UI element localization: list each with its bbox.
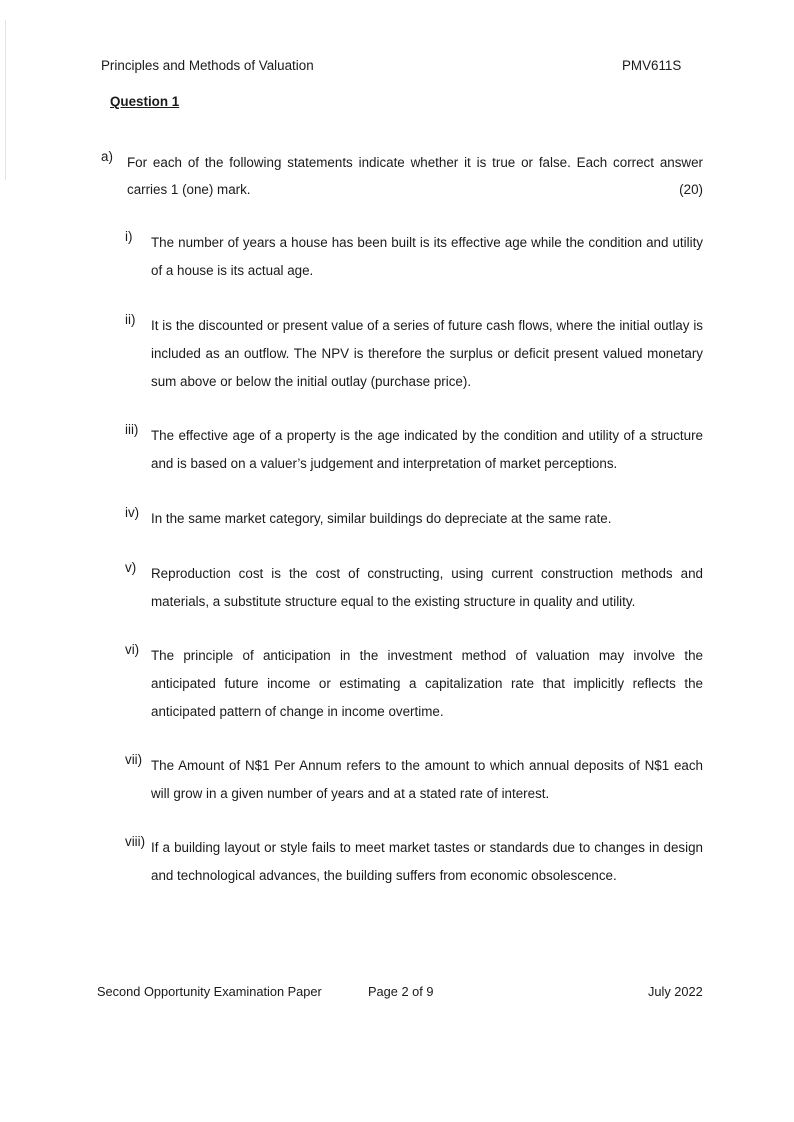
statement-number: vii) [125, 752, 143, 767]
question-title: Question 1 [110, 94, 180, 109]
statement-number: iii) [125, 422, 139, 437]
part-marks: (20) [679, 182, 703, 197]
statement-item [125, 642, 703, 726]
statement-number: vi) [125, 642, 140, 657]
statement-number: iv) [125, 505, 140, 520]
statement-item [125, 312, 703, 396]
part-instruction-text: For each of the following statements indicate whether it is true or false. Each correct answer carries 1 (one) mark. [127, 155, 703, 197]
statement-text: The principle of anticipation in the investment method of valuation may involve the anticipated future income or estimating a capitalization rate that implicitly reflects the anticipated pattern of change in income overtime. [151, 648, 703, 719]
statement-number: v) [125, 560, 137, 575]
statement-text: The effective age of a property is the age indicated by the condition and utility of a structure and is based on a valuer’s judgement and interpretation of market perceptions. [151, 428, 703, 471]
course-code: PMV611S [622, 58, 682, 73]
footer-date: July 2022 [648, 984, 703, 999]
statement-number: viii) [125, 834, 146, 849]
statement-item [125, 422, 703, 478]
statement-item [125, 560, 703, 616]
statement-text: Reproduction cost is the cost of constructing, using current construction methods and materials, a substitute structure equal to the existing structure in quality and utility. [151, 566, 703, 609]
statement-number: i) [125, 229, 133, 244]
part-label: a) [101, 149, 113, 164]
statement-item [125, 834, 703, 890]
statement-item [125, 752, 703, 808]
statement-text: If a building layout or style fails to meet market tastes or standards due to changes in design and technological advances, the building suffers from economic obsolescence. [151, 840, 703, 883]
statement-text: In the same market category, similar buildings do depreciate at the same rate. [151, 511, 612, 526]
statement-text: It is the discounted or present value of a series of future cash flows, where the initial outlay is included as an outflow. The NPV is therefore the surplus or deficit present valued monetary sum above or below the initial outlay (purchase price). [151, 318, 703, 389]
scan-edge-line [5, 20, 6, 180]
footer-page-number: Page 2 of 9 [368, 984, 434, 999]
statement-text: The number of years a house has been built is its effective age while the condition and utility of a house is its actual age. [151, 235, 703, 278]
course-title: Principles and Methods of Valuation [101, 58, 314, 73]
statement-item [125, 229, 703, 285]
statement-item [125, 505, 703, 533]
statement-number: ii) [125, 312, 136, 327]
part-instruction [127, 149, 703, 203]
statement-text: The Amount of N$1 Per Annum refers to the amount to which annual deposits of N$1 each will grow in a given number of years and at a stated rate of interest. [151, 758, 703, 801]
footer-exam-type: Second Opportunity Examination Paper [97, 984, 322, 999]
